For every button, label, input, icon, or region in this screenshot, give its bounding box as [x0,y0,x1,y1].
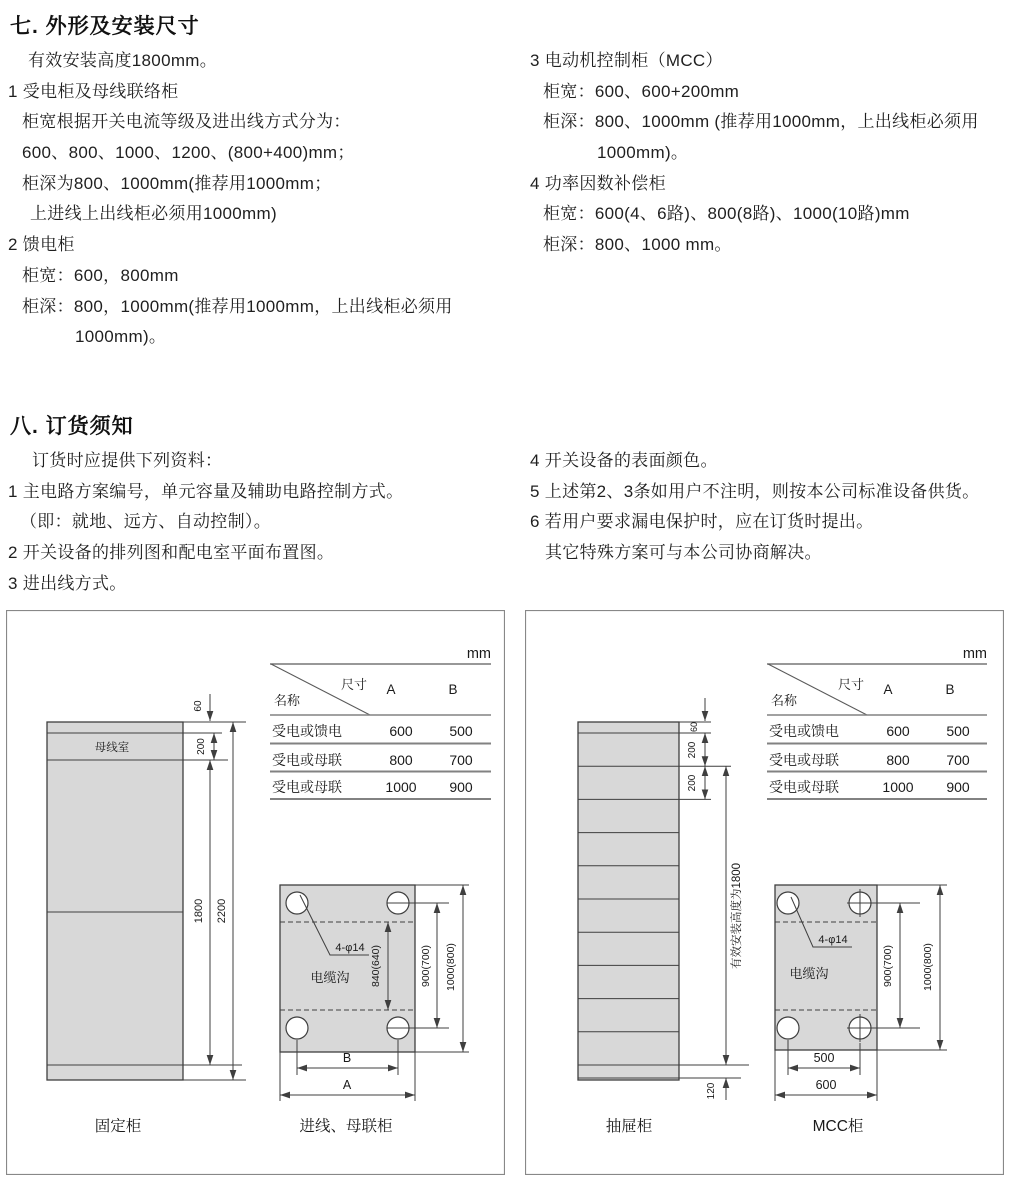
text-line: 有效安装高度1800mm。 [28,51,218,70]
text-line: 订货时应提供下列资料： [32,451,223,470]
text-line: 柜深：800、1000 mm。 [543,235,732,255]
text-line: 柜深：800，1000mm(推荐用1000mm，上出线柜必须用 [22,296,453,316]
dim-200: 200 [196,738,207,755]
dim-200: 200 [687,741,698,759]
text-line: 2 馈电柜 [8,235,75,255]
dim-1000-800: 1000(800) [922,943,934,991]
table-cell: 800 [886,752,910,768]
text-line: 1000mm)。 [75,327,167,347]
table-cell: 1000 [385,779,417,795]
dim-500: 500 [813,1051,835,1065]
table-header-name: 名称 [770,693,798,708]
dim-b: B [342,1051,352,1065]
text-line: 柜宽：600，800mm [22,265,179,285]
dim-200: 200 [687,774,698,792]
cable-trench-label: 电缆沟 [310,970,350,985]
dim-60: 60 [689,721,699,733]
dim-60: 60 [193,700,204,712]
text-line: 2 开关设备的排列图和配电室平面布置图。 [8,543,335,563]
dim-120: 120 [706,1082,717,1100]
drawer-cabinet-label: 抽屉柜 [605,1118,653,1135]
dimension-table [270,646,491,799]
text-line: 柜深为800、1000mm(推荐用1000mm； [22,173,332,193]
text-line: 上进线上出线柜必须用1000mm) [30,204,277,224]
table-cell: 500 [946,723,970,739]
dim-1800: 1800 [193,898,205,924]
table-col-b: B [448,682,458,697]
table-cell: 800 [389,752,413,768]
table-cell: 受电或母联 [272,752,342,768]
text-line: 柜宽：600(4、6路)、800(8路)、1000(10路)mm [543,204,910,224]
table-col-b: B [945,682,955,697]
table-cell: 受电或馈电 [272,723,342,739]
table-cell: 受电或母联 [769,752,839,768]
text-line: 3 进出线方式。 [8,573,127,593]
table-col-a: A [883,682,893,697]
text-line: 5 上述第2、3条如用户不注明，则按本公司标准设备供货。 [530,481,980,501]
text-line: 4 功率因数补偿柜 [530,173,666,193]
table-cell: 1000 [882,779,914,795]
dim-a: A [342,1078,352,1092]
mcc-cabinet-label: MCC柜 [812,1118,864,1135]
text-line: 柜宽根据开关电流等级及进出线方式分为： [22,112,351,132]
dimension-table [767,646,987,799]
table-cell: 600 [886,723,910,739]
text-line: 1 受电柜及母线联络柜 [8,81,179,101]
dim-2200: 2200 [216,898,228,924]
table-header-dim: 尺寸 [340,677,368,692]
section-7-col1 [8,46,453,353]
section-8-col2 [530,446,980,569]
dim-840-640: 840(640) [370,944,382,988]
diagram-fixed-cabinet-panel [6,610,505,1175]
section-7-heading: 七. 外形及安装尺寸 [10,15,200,38]
mcc-plan-view [775,885,947,1135]
text-line: （即：就地、远方、自动控制）。 [20,512,271,532]
table-cell: 受电或母联 [272,779,342,795]
table-cell: 700 [449,752,473,768]
text-line: 其它特殊方案可与本公司协商解决。 [545,543,822,563]
cabinet-body [578,722,679,1080]
text-line: 3 电动机控制柜（MCC） [530,51,723,70]
table-cell: 700 [946,752,970,768]
text-line: 柜深：800、1000mm (推荐用1000mm，上出线柜必须用 [543,112,979,132]
dim-effective-height-1800: 有效安装高度为1800 [731,862,743,970]
text-line: 1000mm)。 [597,143,689,163]
section-8-heading: 八. 订货须知 [10,415,134,438]
fixed-cabinet-front-view [47,694,246,1135]
fixed-cabinet-label: 固定柜 [94,1118,142,1135]
table-header-name: 名称 [273,693,301,708]
text-line: 1 主电路方案编号，单元容量及辅助电路控制方式。 [8,481,404,501]
text-line: 600、800、1000、1200、(800+400)mm； [22,143,355,163]
table-cell: 900 [946,779,970,795]
busbar-room-label: 母线室 [94,742,130,754]
holes-label: 4-φ14 [818,934,848,946]
table-cell: 受电或馈电 [769,723,839,739]
section-7-col2 [530,46,979,261]
dim-900-700: 900(700) [882,944,894,988]
cable-trench-label: 电缆沟 [789,966,829,981]
dim-600: 600 [815,1078,837,1092]
section-8-col1 [8,446,403,599]
unit-label: mm [466,646,491,662]
text-line: 4 开关设备的表面颜色。 [530,451,718,470]
dim-1000-800: 1000(800) [445,943,457,991]
holes-label: 4-φ14 [335,942,365,954]
table-header-dim: 尺寸 [837,677,865,692]
table-cell: 900 [449,779,473,795]
table-cell: 600 [389,723,413,739]
table-cell: 受电或母联 [769,779,839,795]
incoming-buscoupler-plan-view [280,885,469,1135]
cabinet-body [47,722,183,1080]
dim-900-700: 900(700) [420,944,432,988]
unit-label: mm [962,646,987,662]
text-line: 6 若用户要求漏电保护时，应在订货时提出。 [530,512,874,532]
drawer-cabinet-front-view [578,698,749,1135]
table-col-a: A [386,682,396,697]
text-line: 柜宽：600、600+200mm [543,81,740,101]
diagram-mcc-panel [525,610,1004,1175]
table-cell: 500 [449,723,473,739]
incoming-buscoupler-label: 进线、母联柜 [299,1118,393,1135]
